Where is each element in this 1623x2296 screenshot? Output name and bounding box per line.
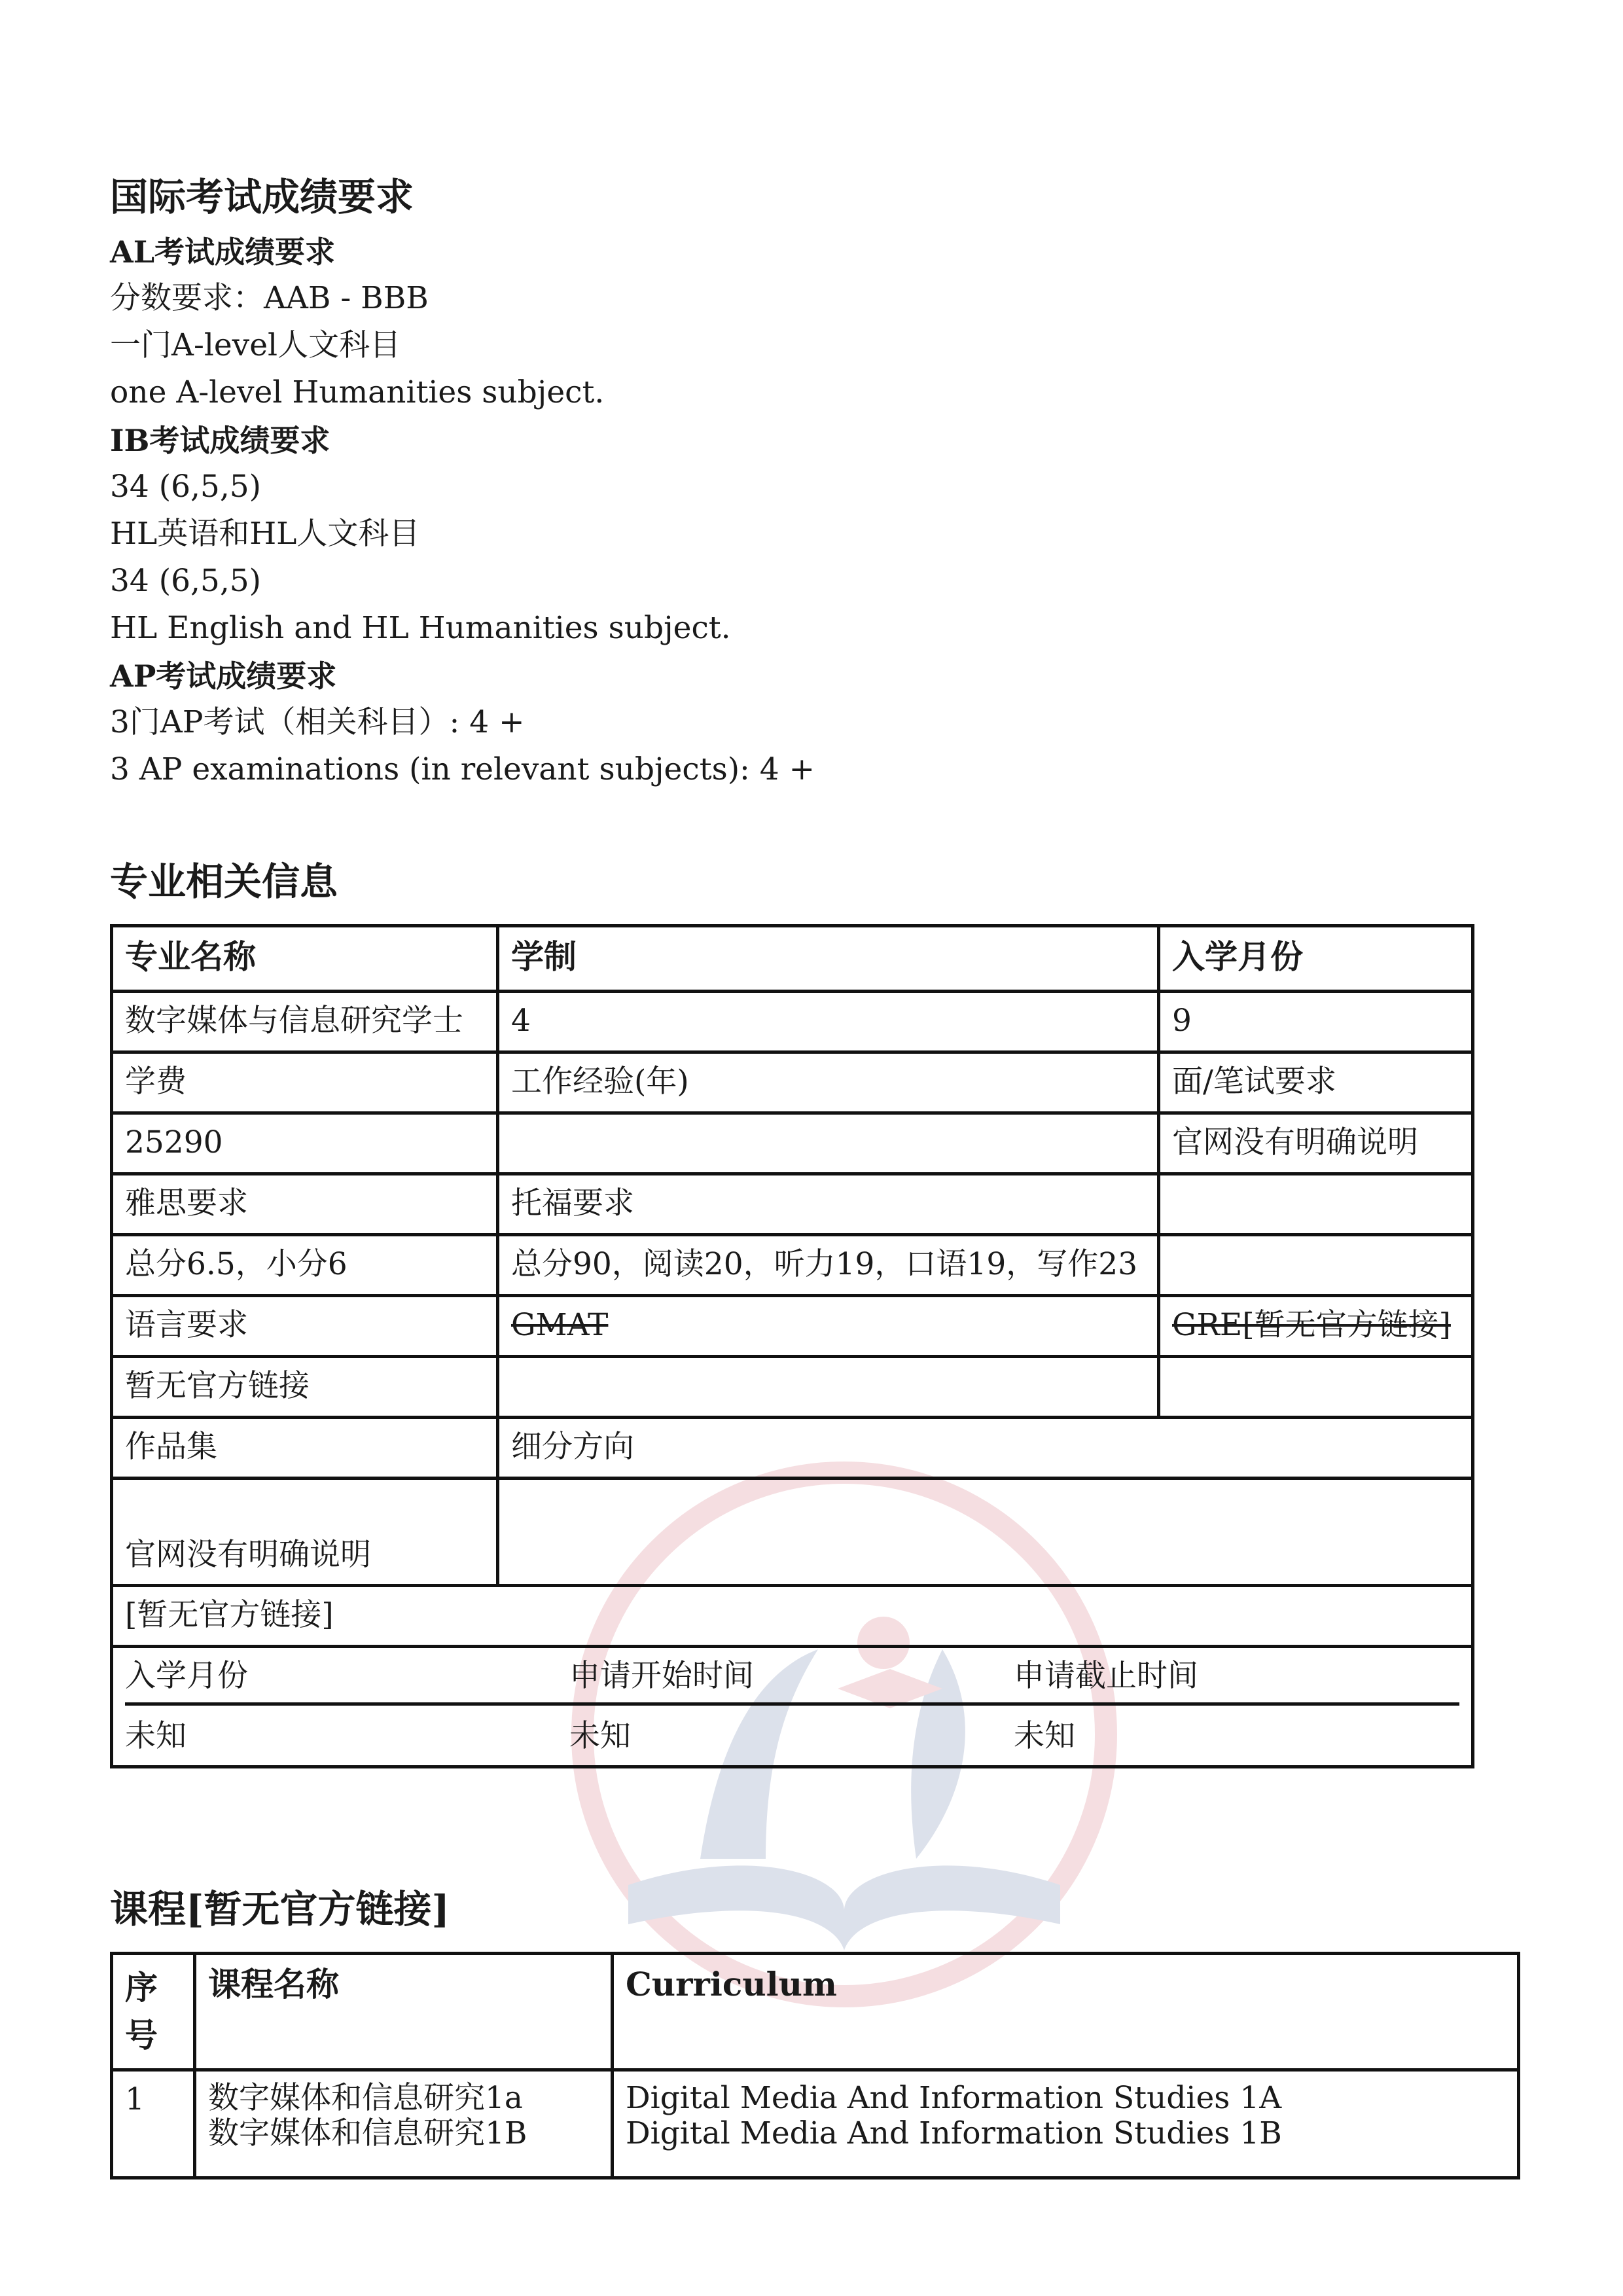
work-experience-label: 工作经验(年)	[498, 1052, 1159, 1113]
empty-cell	[1159, 1235, 1473, 1296]
table-row	[125, 1648, 1459, 1704]
ielts-label: 雅思要求	[112, 1174, 498, 1235]
gre-label: GRE[暂无官方链接]	[1159, 1296, 1473, 1357]
tuition-label: 学费	[112, 1052, 498, 1113]
dates-header-start: 申请开始时间	[569, 1648, 1014, 1704]
table-row	[112, 2070, 1519, 2178]
direction-value	[498, 1479, 1473, 1586]
al-line: one A-level Humanities subject.	[110, 374, 605, 410]
course-name: 数字媒体和信息研究1B	[208, 2115, 527, 2152]
portfolio-value: 官网没有明确说明	[112, 1479, 498, 1586]
table-row	[112, 1954, 1519, 2070]
table-row	[112, 1296, 1473, 1357]
courses-table	[110, 1952, 1520, 2179]
major-info-title: 专业相关信息	[110, 859, 338, 904]
ap-line: 3 AP examinations (in relevant subjects): 4 +	[110, 751, 815, 787]
table-row	[112, 992, 1473, 1052]
table-row	[112, 1113, 1473, 1174]
dates-start-value: 未知	[569, 1717, 631, 1754]
direction-label: 细分方向	[498, 1418, 1473, 1479]
empty-cell	[498, 1357, 1159, 1418]
al-heading: AL考试成绩要求	[110, 234, 336, 270]
work-experience-value	[498, 1113, 1159, 1174]
ib-line: HL英语和HL人文科目	[110, 516, 420, 552]
application-dates-cell	[112, 1647, 1473, 1767]
ap-line: 3门AP考试（相关科目）: 4 +	[110, 704, 525, 740]
major-duration: 4	[498, 992, 1159, 1052]
major-intake: 9	[1159, 992, 1473, 1052]
tuition-value: 25290	[112, 1113, 498, 1174]
interview-value: 官网没有明确说明	[1159, 1113, 1473, 1174]
curriculum-name: Digital Media And Information Studies 1A	[626, 2080, 1282, 2116]
header-course-number: 序号	[112, 1954, 195, 2070]
table-row	[112, 1586, 1473, 1647]
course-number: 1	[112, 2070, 195, 2178]
course-name: 数字媒体和信息研究1a	[208, 2080, 523, 2116]
interview-label: 面/笔试要求	[1159, 1052, 1473, 1113]
official-link: [暂无官方链接]	[112, 1586, 1473, 1647]
language-label: 语言要求	[112, 1296, 498, 1357]
dates-header-deadline: 申请截止时间	[1014, 1648, 1459, 1704]
table-row	[125, 1704, 1459, 1765]
dates-header-intake: 入学月份	[125, 1648, 569, 1704]
table-row	[112, 1357, 1473, 1418]
header-intake: 入学月份	[1159, 926, 1473, 992]
table-row	[112, 1647, 1473, 1767]
al-line: 分数要求：AAB - BBB	[110, 280, 429, 316]
curriculum-cell	[613, 2070, 1519, 2178]
ielts-value: 总分6.5，小分6	[112, 1235, 498, 1296]
dates-intake-value: 未知	[125, 1717, 187, 1754]
toefl-label: 托福要求	[498, 1174, 1159, 1235]
table-row	[112, 1418, 1473, 1479]
application-dates-table	[125, 1648, 1459, 1765]
major-info-table	[110, 924, 1474, 1768]
courses-title: 课程[暂无官方链接]	[110, 1887, 450, 1931]
dates-deadline-value: 未知	[1013, 1717, 1075, 1754]
portfolio-label: 作品集	[112, 1418, 498, 1479]
gmat-label: GMAT	[498, 1296, 1159, 1357]
table-row	[112, 926, 1473, 992]
ib-heading: IB考试成绩要求	[110, 423, 330, 458]
ib-line: 34 (6,5,5)	[110, 563, 262, 599]
table-row	[112, 1174, 1473, 1235]
ib-line: 34 (6,5,5)	[110, 469, 262, 505]
header-duration: 学制	[498, 926, 1159, 992]
major-name: 数字媒体与信息研究学士	[112, 992, 498, 1052]
al-line: 一门A-level人文科目	[110, 327, 401, 363]
header-curriculum: Curriculum	[613, 1954, 1519, 2070]
ap-heading: AP考试成绩要求	[110, 658, 337, 694]
header-major-name: 专业名称	[112, 926, 498, 992]
table-row	[112, 1052, 1473, 1113]
language-value: 暂无官方链接	[112, 1357, 498, 1418]
intl-requirements-title: 国际考试成绩要求	[110, 175, 414, 219]
table-row	[112, 1479, 1473, 1586]
toefl-value: 总分90，阅读20，听力19，口语19，写作23	[498, 1235, 1159, 1296]
ib-line: HL English and HL Humanities subject.	[110, 610, 731, 646]
course-name-cell	[195, 2070, 613, 2178]
header-course-name: 课程名称	[195, 1954, 613, 2070]
table-row	[112, 1235, 1473, 1296]
empty-cell	[1159, 1174, 1473, 1235]
curriculum-name: Digital Media And Information Studies 1B	[626, 2115, 1282, 2152]
empty-cell	[1159, 1357, 1473, 1418]
